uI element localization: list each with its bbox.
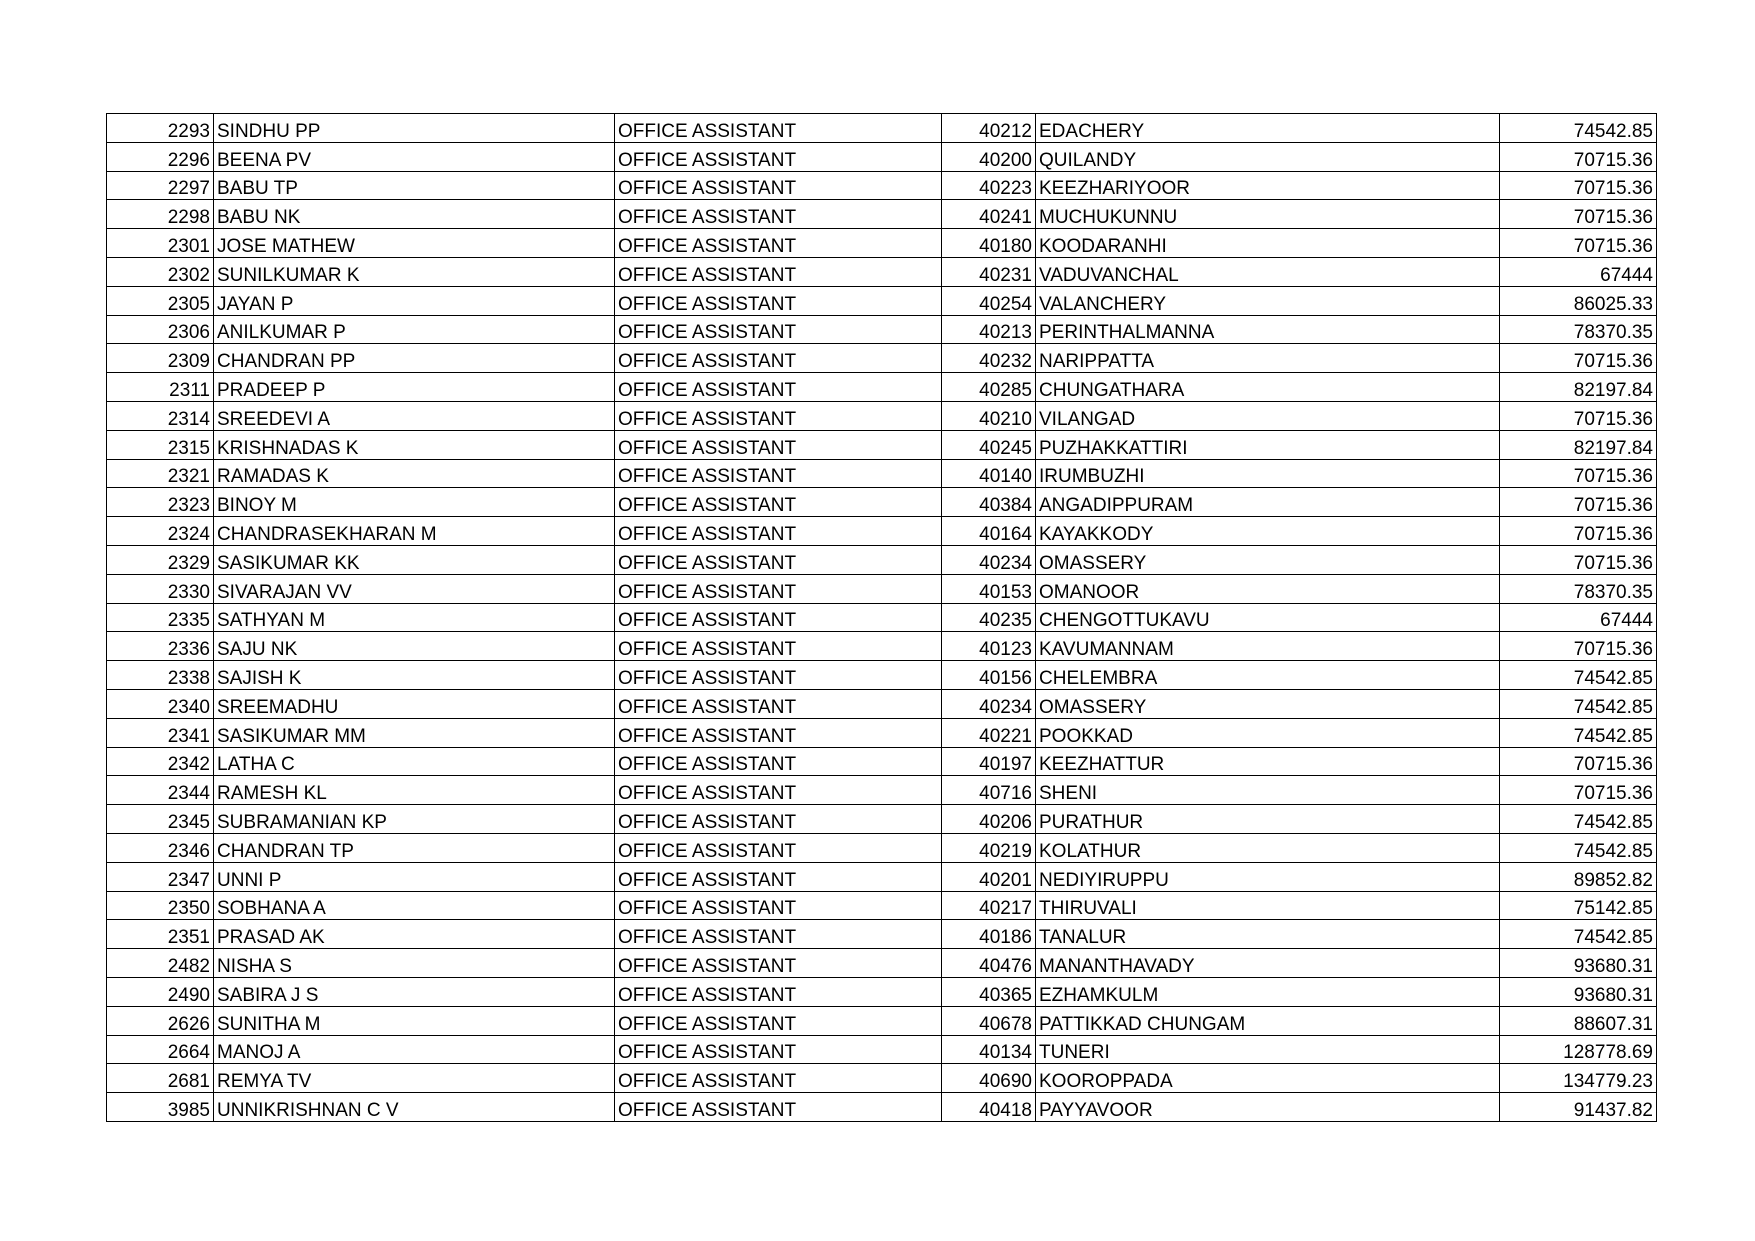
table-row xyxy=(107,920,1657,949)
table-row xyxy=(107,171,1657,200)
table-row xyxy=(107,1093,1657,1122)
office-code-cell: 40153 xyxy=(942,574,1036,603)
designation-cell: OFFICE ASSISTANT xyxy=(615,661,942,690)
office-code-cell: 40140 xyxy=(942,459,1036,488)
office-name-cell: EZHAMKULM xyxy=(1036,977,1500,1006)
employee-name-cell: NISHA S xyxy=(214,949,615,978)
designation-cell: OFFICE ASSISTANT xyxy=(615,344,942,373)
employee-name-cell: BINOY M xyxy=(214,488,615,517)
designation-cell: OFFICE ASSISTANT xyxy=(615,977,942,1006)
office-code-cell: 40716 xyxy=(942,776,1036,805)
amount-cell: 86025.33 xyxy=(1500,286,1657,315)
office-name-cell: CHENGOTTUKAVU xyxy=(1036,603,1500,632)
table-row xyxy=(107,833,1657,862)
designation-cell: OFFICE ASSISTANT xyxy=(615,920,942,949)
employee-id-cell: 2321 xyxy=(107,459,214,488)
designation-cell: OFFICE ASSISTANT xyxy=(615,603,942,632)
amount-cell: 70715.36 xyxy=(1500,459,1657,488)
employee-id-cell: 2347 xyxy=(107,862,214,891)
amount-cell: 70715.36 xyxy=(1500,545,1657,574)
employee-id-cell: 2341 xyxy=(107,718,214,747)
employee-id-cell: 2301 xyxy=(107,229,214,258)
employee-name-cell: SOBHANA A xyxy=(214,891,615,920)
employee-id-cell: 2296 xyxy=(107,142,214,171)
designation-cell: OFFICE ASSISTANT xyxy=(615,1093,942,1122)
amount-cell: 75142.85 xyxy=(1500,891,1657,920)
table-row xyxy=(107,315,1657,344)
employee-id-cell: 2351 xyxy=(107,920,214,949)
employee-id-cell: 2314 xyxy=(107,401,214,430)
office-code-cell: 40285 xyxy=(942,373,1036,402)
office-name-cell: KEEZHARIYOOR xyxy=(1036,171,1500,200)
office-name-cell: OMASSERY xyxy=(1036,689,1500,718)
employee-name-cell: SASIKUMAR MM xyxy=(214,718,615,747)
employee-name-cell: CHANDRAN TP xyxy=(214,833,615,862)
employee-id-cell: 2302 xyxy=(107,257,214,286)
office-code-cell: 40123 xyxy=(942,632,1036,661)
amount-cell: 70715.36 xyxy=(1500,229,1657,258)
employee-name-cell: CHANDRAN PP xyxy=(214,344,615,373)
employee-id-cell: 2336 xyxy=(107,632,214,661)
employee-id-cell: 2315 xyxy=(107,430,214,459)
employee-id-cell: 2329 xyxy=(107,545,214,574)
amount-cell: 74542.85 xyxy=(1500,661,1657,690)
office-name-cell: NARIPPATTA xyxy=(1036,344,1500,373)
amount-cell: 78370.35 xyxy=(1500,315,1657,344)
office-code-cell: 40418 xyxy=(942,1093,1036,1122)
designation-cell: OFFICE ASSISTANT xyxy=(615,776,942,805)
employee-id-cell: 2340 xyxy=(107,689,214,718)
designation-cell: OFFICE ASSISTANT xyxy=(615,1035,942,1064)
office-name-cell: THIRUVALI xyxy=(1036,891,1500,920)
employee-id-cell: 2293 xyxy=(107,114,214,143)
amount-cell: 74542.85 xyxy=(1500,920,1657,949)
designation-cell: OFFICE ASSISTANT xyxy=(615,545,942,574)
table-row xyxy=(107,200,1657,229)
table-row xyxy=(107,114,1657,143)
employee-name-cell: PRASAD AK xyxy=(214,920,615,949)
table-row xyxy=(107,805,1657,834)
employee-name-cell: KRISHNADAS K xyxy=(214,430,615,459)
table-row xyxy=(107,257,1657,286)
office-name-cell: CHUNGATHARA xyxy=(1036,373,1500,402)
employee-id-cell: 2346 xyxy=(107,833,214,862)
employee-id-cell: 2681 xyxy=(107,1064,214,1093)
table-row xyxy=(107,949,1657,978)
table-row xyxy=(107,603,1657,632)
designation-cell: OFFICE ASSISTANT xyxy=(615,949,942,978)
employee-name-cell: SUNILKUMAR K xyxy=(214,257,615,286)
amount-cell: 82197.84 xyxy=(1500,430,1657,459)
office-name-cell: KAVUMANNAM xyxy=(1036,632,1500,661)
table-row xyxy=(107,344,1657,373)
office-name-cell: TUNERI xyxy=(1036,1035,1500,1064)
designation-cell: OFFICE ASSISTANT xyxy=(615,833,942,862)
table-row xyxy=(107,229,1657,258)
table-row xyxy=(107,545,1657,574)
employee-name-cell: SASIKUMAR KK xyxy=(214,545,615,574)
designation-cell: OFFICE ASSISTANT xyxy=(615,805,942,834)
designation-cell: OFFICE ASSISTANT xyxy=(615,430,942,459)
employee-id-cell: 2342 xyxy=(107,747,214,776)
office-code-cell: 40221 xyxy=(942,718,1036,747)
amount-cell: 70715.36 xyxy=(1500,344,1657,373)
amount-cell: 78370.35 xyxy=(1500,574,1657,603)
amount-cell: 89852.82 xyxy=(1500,862,1657,891)
designation-cell: OFFICE ASSISTANT xyxy=(615,373,942,402)
employee-name-cell: LATHA C xyxy=(214,747,615,776)
office-code-cell: 40241 xyxy=(942,200,1036,229)
designation-cell: OFFICE ASSISTANT xyxy=(615,401,942,430)
designation-cell: OFFICE ASSISTANT xyxy=(615,286,942,315)
table-row xyxy=(107,661,1657,690)
office-name-cell: PERINTHALMANNA xyxy=(1036,315,1500,344)
amount-cell: 70715.36 xyxy=(1500,171,1657,200)
employee-id-cell: 2350 xyxy=(107,891,214,920)
table-row xyxy=(107,488,1657,517)
amount-cell: 74542.85 xyxy=(1500,805,1657,834)
employee-id-cell: 3985 xyxy=(107,1093,214,1122)
office-name-cell: VADUVANCHAL xyxy=(1036,257,1500,286)
employee-table xyxy=(106,113,1657,1122)
designation-cell: OFFICE ASSISTANT xyxy=(615,171,942,200)
amount-cell: 91437.82 xyxy=(1500,1093,1657,1122)
designation-cell: OFFICE ASSISTANT xyxy=(615,747,942,776)
employee-id-cell: 2664 xyxy=(107,1035,214,1064)
table-row xyxy=(107,142,1657,171)
employee-id-cell: 2344 xyxy=(107,776,214,805)
amount-cell: 70715.36 xyxy=(1500,401,1657,430)
employee-id-cell: 2311 xyxy=(107,373,214,402)
employee-id-cell: 2330 xyxy=(107,574,214,603)
office-code-cell: 40476 xyxy=(942,949,1036,978)
table-row xyxy=(107,862,1657,891)
amount-cell: 134779.23 xyxy=(1500,1064,1657,1093)
office-name-cell: PAYYAVOOR xyxy=(1036,1093,1500,1122)
employee-name-cell: SUBRAMANIAN KP xyxy=(214,805,615,834)
table-row xyxy=(107,747,1657,776)
designation-cell: OFFICE ASSISTANT xyxy=(615,574,942,603)
office-code-cell: 40384 xyxy=(942,488,1036,517)
designation-cell: OFFICE ASSISTANT xyxy=(615,1006,942,1035)
table-row xyxy=(107,286,1657,315)
office-name-cell: PUZHAKKATTIRI xyxy=(1036,430,1500,459)
amount-cell: 67444 xyxy=(1500,603,1657,632)
table-row xyxy=(107,1035,1657,1064)
employee-name-cell: SREEMADHU xyxy=(214,689,615,718)
amount-cell: 88607.31 xyxy=(1500,1006,1657,1035)
amount-cell: 70715.36 xyxy=(1500,488,1657,517)
table-row xyxy=(107,430,1657,459)
designation-cell: OFFICE ASSISTANT xyxy=(615,459,942,488)
amount-cell: 74542.85 xyxy=(1500,718,1657,747)
table-row xyxy=(107,891,1657,920)
designation-cell: OFFICE ASSISTANT xyxy=(615,718,942,747)
designation-cell: OFFICE ASSISTANT xyxy=(615,632,942,661)
office-name-cell: OMASSERY xyxy=(1036,545,1500,574)
table-row xyxy=(107,1006,1657,1035)
amount-cell: 93680.31 xyxy=(1500,977,1657,1006)
designation-cell: OFFICE ASSISTANT xyxy=(615,689,942,718)
employee-id-cell: 2298 xyxy=(107,200,214,229)
designation-cell: OFFICE ASSISTANT xyxy=(615,229,942,258)
amount-cell: 74542.85 xyxy=(1500,114,1657,143)
amount-cell: 74542.85 xyxy=(1500,689,1657,718)
office-code-cell: 40690 xyxy=(942,1064,1036,1093)
office-name-cell: KAYAKKODY xyxy=(1036,517,1500,546)
employee-id-cell: 2297 xyxy=(107,171,214,200)
office-code-cell: 40206 xyxy=(942,805,1036,834)
employee-name-cell: UNNI P xyxy=(214,862,615,891)
employee-name-cell: SAJU NK xyxy=(214,632,615,661)
designation-cell: OFFICE ASSISTANT xyxy=(615,142,942,171)
employee-name-cell: UNNIKRISHNAN C V xyxy=(214,1093,615,1122)
employee-id-cell: 2482 xyxy=(107,949,214,978)
amount-cell: 93680.31 xyxy=(1500,949,1657,978)
employee-id-cell: 2338 xyxy=(107,661,214,690)
designation-cell: OFFICE ASSISTANT xyxy=(615,488,942,517)
office-name-cell: POOKKAD xyxy=(1036,718,1500,747)
office-name-cell: PATTIKKAD CHUNGAM xyxy=(1036,1006,1500,1035)
office-code-cell: 40200 xyxy=(942,142,1036,171)
employee-id-cell: 2345 xyxy=(107,805,214,834)
table-row xyxy=(107,373,1657,402)
designation-cell: OFFICE ASSISTANT xyxy=(615,891,942,920)
amount-cell: 70715.36 xyxy=(1500,632,1657,661)
office-name-cell: CHELEMBRA xyxy=(1036,661,1500,690)
office-code-cell: 40156 xyxy=(942,661,1036,690)
office-name-cell: KEEZHATTUR xyxy=(1036,747,1500,776)
office-code-cell: 40254 xyxy=(942,286,1036,315)
office-code-cell: 40180 xyxy=(942,229,1036,258)
office-name-cell: KOOROPPADA xyxy=(1036,1064,1500,1093)
table-body xyxy=(107,114,1657,1122)
office-code-cell: 40217 xyxy=(942,891,1036,920)
office-name-cell: NEDIYIRUPPU xyxy=(1036,862,1500,891)
employee-id-cell: 2306 xyxy=(107,315,214,344)
office-code-cell: 40235 xyxy=(942,603,1036,632)
employee-name-cell: SABIRA J S xyxy=(214,977,615,1006)
office-code-cell: 40164 xyxy=(942,517,1036,546)
table-row xyxy=(107,632,1657,661)
employee-name-cell: REMYA TV xyxy=(214,1064,615,1093)
office-name-cell: ANGADIPPURAM xyxy=(1036,488,1500,517)
table-row xyxy=(107,977,1657,1006)
office-name-cell: MANANTHAVADY xyxy=(1036,949,1500,978)
employee-name-cell: BABU NK xyxy=(214,200,615,229)
designation-cell: OFFICE ASSISTANT xyxy=(615,862,942,891)
office-code-cell: 40245 xyxy=(942,430,1036,459)
office-name-cell: PURATHUR xyxy=(1036,805,1500,834)
office-name-cell: VILANGAD xyxy=(1036,401,1500,430)
employee-name-cell: SUNITHA M xyxy=(214,1006,615,1035)
office-code-cell: 40365 xyxy=(942,977,1036,1006)
designation-cell: OFFICE ASSISTANT xyxy=(615,200,942,229)
office-name-cell: MUCHUKUNNU xyxy=(1036,200,1500,229)
employee-name-cell: SINDHU PP xyxy=(214,114,615,143)
table-row xyxy=(107,1064,1657,1093)
designation-cell: OFFICE ASSISTANT xyxy=(615,315,942,344)
employee-id-cell: 2324 xyxy=(107,517,214,546)
employee-name-cell: MANOJ A xyxy=(214,1035,615,1064)
table-row xyxy=(107,574,1657,603)
office-code-cell: 40213 xyxy=(942,315,1036,344)
employee-id-cell: 2323 xyxy=(107,488,214,517)
employee-name-cell: SAJISH K xyxy=(214,661,615,690)
amount-cell: 70715.36 xyxy=(1500,776,1657,805)
employee-name-cell: SATHYAN M xyxy=(214,603,615,632)
employee-id-cell: 2335 xyxy=(107,603,214,632)
employee-name-cell: JAYAN P xyxy=(214,286,615,315)
employee-id-cell: 2309 xyxy=(107,344,214,373)
designation-cell: OFFICE ASSISTANT xyxy=(615,257,942,286)
table-row xyxy=(107,459,1657,488)
employee-name-cell: CHANDRASEKHARAN M xyxy=(214,517,615,546)
office-name-cell: VALANCHERY xyxy=(1036,286,1500,315)
amount-cell: 70715.36 xyxy=(1500,747,1657,776)
amount-cell: 70715.36 xyxy=(1500,142,1657,171)
office-code-cell: 40201 xyxy=(942,862,1036,891)
office-code-cell: 40223 xyxy=(942,171,1036,200)
office-code-cell: 40234 xyxy=(942,689,1036,718)
table-row xyxy=(107,517,1657,546)
office-name-cell: EDACHERY xyxy=(1036,114,1500,143)
employee-name-cell: BABU TP xyxy=(214,171,615,200)
office-code-cell: 40210 xyxy=(942,401,1036,430)
office-code-cell: 40219 xyxy=(942,833,1036,862)
office-code-cell: 40212 xyxy=(942,114,1036,143)
amount-cell: 128778.69 xyxy=(1500,1035,1657,1064)
office-code-cell: 40134 xyxy=(942,1035,1036,1064)
office-name-cell: KOODARANHI xyxy=(1036,229,1500,258)
table-row xyxy=(107,401,1657,430)
employee-name-cell: ANILKUMAR P xyxy=(214,315,615,344)
office-code-cell: 40234 xyxy=(942,545,1036,574)
office-name-cell: TANALUR xyxy=(1036,920,1500,949)
employee-id-cell: 2490 xyxy=(107,977,214,1006)
employee-name-cell: SIVARAJAN VV xyxy=(214,574,615,603)
office-code-cell: 40678 xyxy=(942,1006,1036,1035)
office-code-cell: 40186 xyxy=(942,920,1036,949)
amount-cell: 70715.36 xyxy=(1500,200,1657,229)
employee-name-cell: JOSE MATHEW xyxy=(214,229,615,258)
employee-id-cell: 2305 xyxy=(107,286,214,315)
employee-name-cell: PRADEEP P xyxy=(214,373,615,402)
office-code-cell: 40232 xyxy=(942,344,1036,373)
designation-cell: OFFICE ASSISTANT xyxy=(615,1064,942,1093)
amount-cell: 70715.36 xyxy=(1500,517,1657,546)
employee-id-cell: 2626 xyxy=(107,1006,214,1035)
table-row xyxy=(107,776,1657,805)
office-code-cell: 40231 xyxy=(942,257,1036,286)
employee-name-cell: BEENA PV xyxy=(214,142,615,171)
employee-name-cell: RAMADAS K xyxy=(214,459,615,488)
office-code-cell: 40197 xyxy=(942,747,1036,776)
designation-cell: OFFICE ASSISTANT xyxy=(615,517,942,546)
employee-name-cell: RAMESH KL xyxy=(214,776,615,805)
office-name-cell: KOLATHUR xyxy=(1036,833,1500,862)
office-name-cell: IRUMBUZHI xyxy=(1036,459,1500,488)
employee-name-cell: SREEDEVI A xyxy=(214,401,615,430)
office-name-cell: SHENI xyxy=(1036,776,1500,805)
office-name-cell: QUILANDY xyxy=(1036,142,1500,171)
table-row xyxy=(107,689,1657,718)
amount-cell: 82197.84 xyxy=(1500,373,1657,402)
designation-cell: OFFICE ASSISTANT xyxy=(615,114,942,143)
table-row xyxy=(107,718,1657,747)
office-name-cell: OMANOOR xyxy=(1036,574,1500,603)
amount-cell: 74542.85 xyxy=(1500,833,1657,862)
amount-cell: 67444 xyxy=(1500,257,1657,286)
